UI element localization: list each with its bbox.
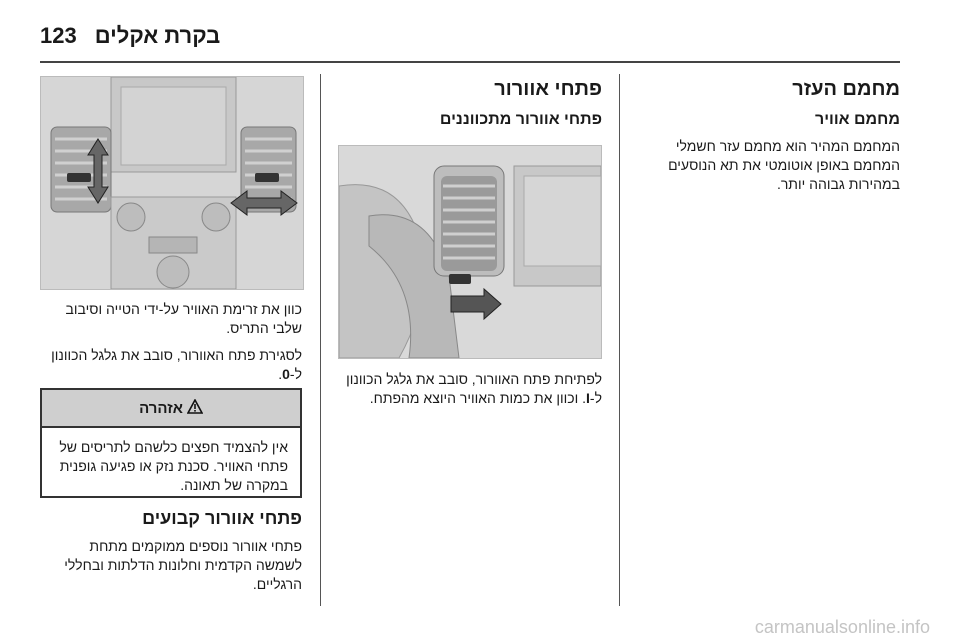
mid-caption-block [338, 370, 602, 416]
image-center-vents [40, 76, 304, 290]
warning-text: אין להצמיד חפצים כלשהם לתריסים של פתחי האוויר. סכנת נזק או פגיעה גופנית במקרה של תאונה. [59, 439, 288, 493]
header-rule [40, 61, 900, 63]
chapter-title: בקרת אקלים [94, 23, 221, 48]
column-divider-right [619, 74, 620, 606]
heading-fixed-vents: פתחי אוורור קבועים [142, 508, 302, 528]
paragraph-close-vent: לסגירת פתח האוורור, סובב את גלגל הכוונון ל-0. [51, 347, 302, 382]
warning-box [40, 388, 302, 498]
column-right [640, 78, 900, 202]
watermark: carmanualsonline.info [754, 617, 930, 637]
subheading-adjustable-vents: פתחי אוורור מתכווננים [439, 111, 602, 128]
heading-vents: פתחי אוורור [494, 78, 602, 100]
column-left [40, 300, 302, 392]
warning-header [42, 390, 300, 428]
center-vents-illustration [41, 77, 303, 289]
fixed-vents-block [40, 508, 302, 602]
heading-aux-heater: מחמם העזר [792, 78, 900, 100]
mid-caption: לפתיחת פתח האוורור, סובב את גלגל הכוונון ל-I. וכוון את כמות האוויר היוצא מהפתח. [346, 371, 602, 406]
image-side-vent [338, 145, 602, 359]
column-middle [338, 78, 602, 137]
page-header [40, 14, 920, 58]
subheading-air-heater: מחמם אוויר [814, 111, 900, 128]
warning-title: אזהרה [139, 399, 183, 417]
paragraph-air-heater: המחמם המהיר הוא מחמם עזר חשמלי המחמם באופן אוטומטי את תא הנוסעים במהירות גבוהה יותר. [668, 138, 900, 192]
page-number: 123 [40, 23, 77, 48]
side-vent-illustration [339, 146, 601, 358]
warning-triangle-icon [187, 399, 203, 418]
paragraph-fixed-vents: פתחי אוורור נוספים ממוקמים מתחת לשמשה הקדמית וחלונות הדלתות ובחללי הרגליים. [64, 538, 302, 592]
column-divider-left [320, 74, 321, 606]
paragraph-direct-airflow: כוון את זרימת האוויר על-ידי הטייה וסיבוב שלבי התריס. [65, 301, 302, 336]
